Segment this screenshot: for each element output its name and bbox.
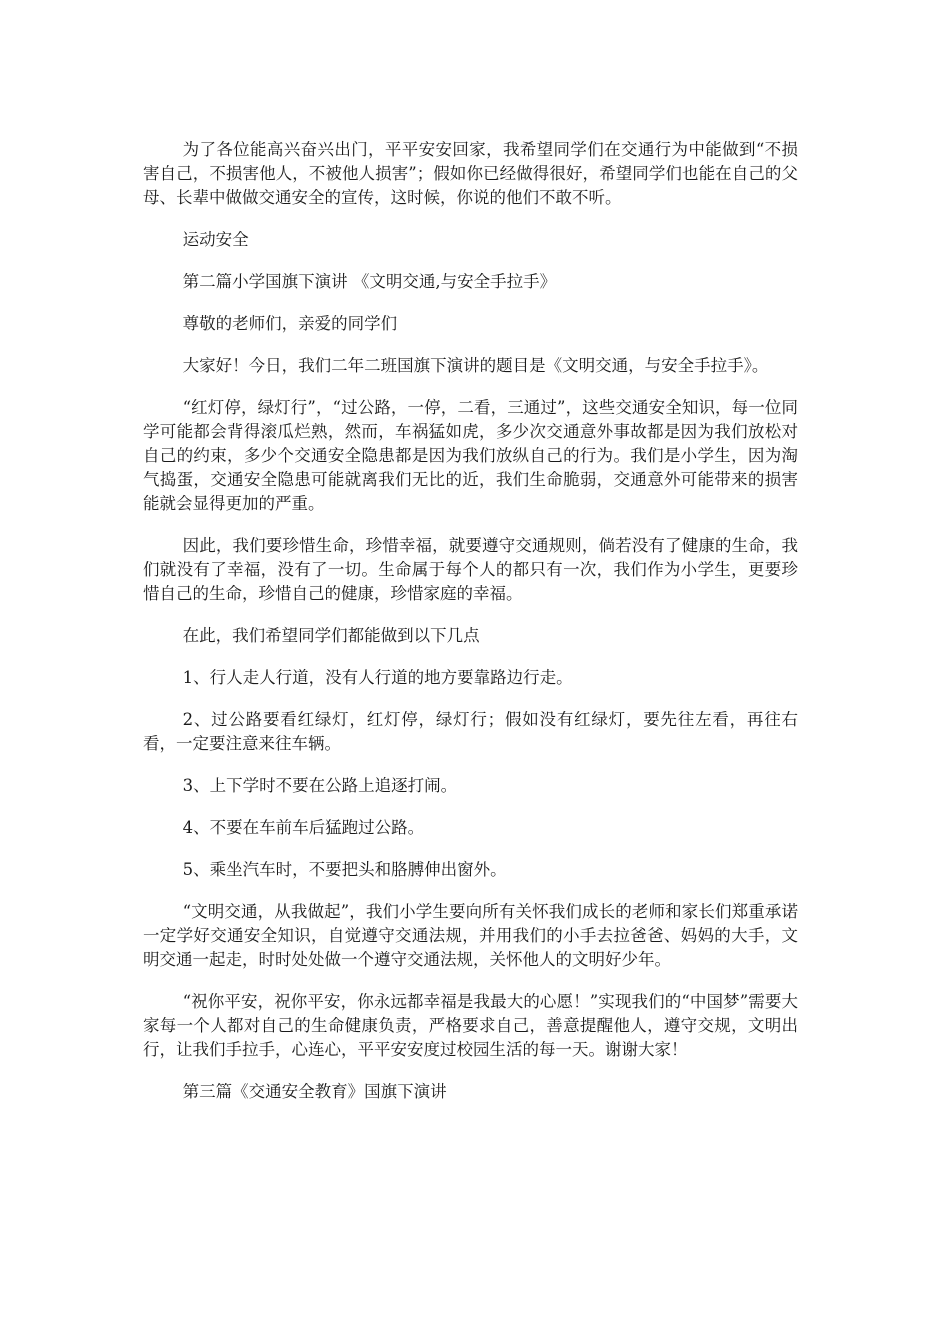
- document-body: [143, 138, 798, 1122]
- paragraph-conclusion: “祝你平安，祝你平安，你永远都幸福是我最大的心愿！”实现我们的“中国梦”需要大家每一个人都对自己的生命健康负责，严格要求自己，善意提醒他人，遵守交规，文明出行，让我们手拉手，心连心，平平安安度过校园生活的每一天。谢谢大家！: [143, 992, 798, 1059]
- article-title-second: 第二篇小学国旗下演讲 《文明交通,与安全手拉手》: [182, 272, 557, 291]
- list-item-3: 3、上下学时不要在公路上追逐打闹。: [182, 776, 458, 795]
- list-item-1: 1、行人走人行道，没有人行道的地方要靠路边行走。: [182, 668, 573, 687]
- paragraph-traffic-knowledge: “红灯停，绿灯行”，“过公路，一停，二看，三通过”，这些交通安全知识，每一位同学可能都会背得滚瓜烂熟，然而，车祸猛如虎，多少次交通意外事故都是因为我们放松对自己的约束，多少个交通安全隐患都是因为我们放纵自己的行为。我们是小学生，因为淘气捣蛋，交通安全隐患可能就离我们无比的近，我们生命脆弱，交通意外可能带来的损害能就会显得更加的严重。: [143, 398, 798, 513]
- paragraph-pledge: “文明交通，从我做起”，我们小学生要向所有关怀我们成长的老师和家长们郑重承诺一定学好交通安全知识，自觉遵守交通法规，并用我们的小手去拉爸爸、妈妈的大手，文明交通一起走，时时处处做一个遵守交通法规，关怀他人的文明好少年。: [143, 902, 798, 969]
- paragraph-cherish-life: 因此，我们要珍惜生命，珍惜幸福，就要遵守交通规则，倘若没有了健康的生命，我们就没有了幸福，没有了一切。生命属于每个人的都只有一次，我们作为小学生，更要珍惜自己的生命，珍惜自己的健康，珍惜家庭的幸福。: [143, 536, 798, 603]
- paragraph-list-intro: 在此，我们希望同学们都能做到以下几点: [182, 626, 480, 645]
- list-item-4: 4、不要在车前车后猛跑过公路。: [182, 818, 425, 837]
- paragraph-closing-advice: 为了各位能高兴奋兴出门，平平安安回家，我希望同学们在交通行为中能做到“不损害自己，不损害他人，不被他人损害”；假如你已经做得很好，希望同学们也能在自己的父母、长辈中做做交通安全的宣传，这时候，你说的他们不敢不听。: [143, 140, 798, 207]
- article-title-third: 第三篇《交通安全教育》国旗下演讲: [182, 1082, 447, 1101]
- paragraph-greeting: 大家好！今日，我们二年二班国旗下演讲的题目是《文明交通，与安全手拉手》。: [182, 356, 769, 375]
- list-item-2: 2、过公路要看红绿灯，红灯停，绿灯行；假如没有红绿灯，要先往左看，再往右看，一定要注意来往车辆。: [143, 710, 798, 753]
- salutation: 尊敬的老师们，亲爱的同学们: [182, 314, 398, 333]
- section-heading-sports-safety: 运动安全: [182, 230, 249, 249]
- list-item-5: 5、乘坐汽车时，不要把头和胳膊伸出窗外。: [182, 860, 507, 879]
